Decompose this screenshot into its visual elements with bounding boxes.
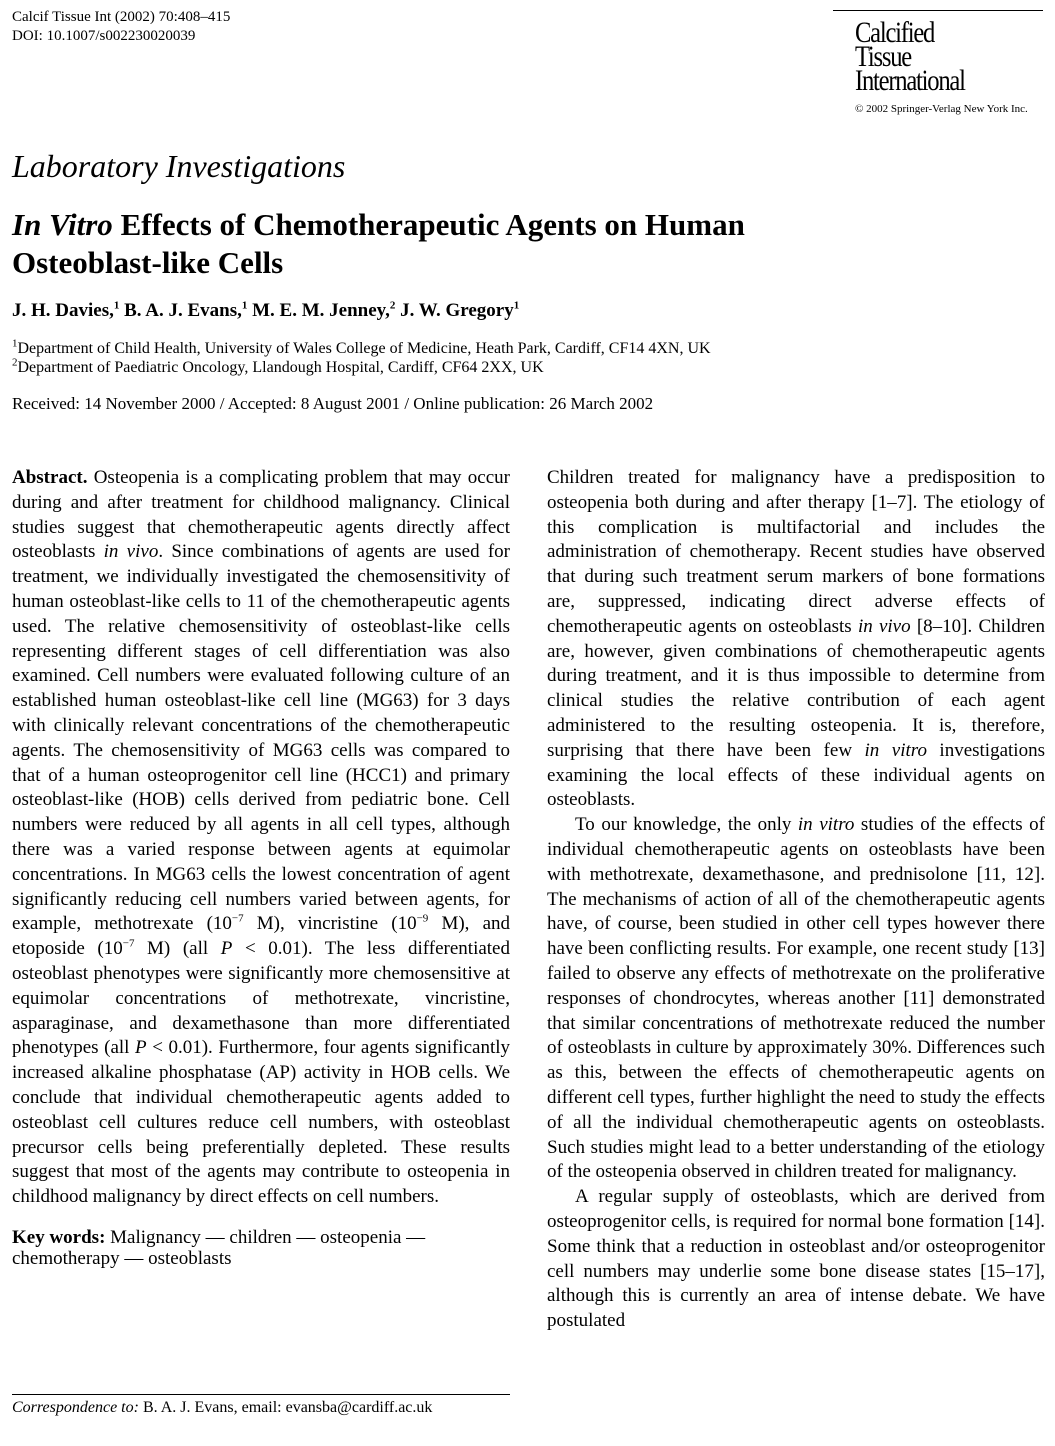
title-italic: In Vitro (12, 207, 113, 242)
article-title (12, 206, 912, 282)
body-paragraph-2: To our knowledge, the only in vitro studies of the effects of individual chemotherapeutic agents on osteoblasts have been with methotrexate, dexamethasone, and prednisolone [11, 12]. The mechanisms of action of all of the chemotherapeutic agents have, of course, been studied in other cell types however there have been conflicting results. For example, one recent study [13] failed to observe any effects of methotrexate on the proliferative responses of chondrocytes, whereas another [11] demonstrated that similar concentrations of methotrexate reduced the number of osteoblasts in culture by approximately 30%. Differences such as this, between the effects of chemotherapeutic agents on different cell types, further highlight the need to study the effects of all the individual chemotherapeutic agents on osteoblasts. Such studies might lead to a better understanding of the etiology of the osteopenia observed in children treated for malignancy. (547, 814, 1045, 1183)
correspondence-label: Correspondence to: (12, 1399, 139, 1416)
keywords-label: Key words: (12, 1226, 106, 1248)
journal-name-line3: International (855, 64, 965, 97)
author-name: J. W. Gregory (400, 300, 514, 321)
journal-name-line1: Calcified (855, 16, 935, 49)
journal-logo (833, 10, 1043, 115)
left-column (12, 466, 510, 1269)
title-rest: Effects of Chemotherapeutic Agents on Human (112, 207, 745, 242)
affiliation: $^2$Department of Paediatric Oncology, Llandough Hospital, Cardiff, CF64 2XX, UK (12, 356, 544, 376)
citation-block (12, 8, 230, 46)
author-name: B. A. J. Evans, (124, 300, 242, 321)
correspondence-footnote: Correspondence to: B. A. J. Evans, email: evansba@cardiff.ac.uk (12, 1394, 510, 1417)
abstract-label: Abstract. (12, 467, 88, 488)
body-paragraph-3: A regular supply of osteoblasts, which are derived from osteoprogenitor cells, is required for normal bone formation [14]. Some think that a reduction in osteoblast and/or osteoprogenitor cell numbers may underlie some bone disease states [15–17], although this is currently an area of intense debate. We have postulated (547, 1186, 1045, 1332)
body-paragraph-1: Children treated for malignancy have a predisposition to osteopenia both during and after therapy [1–7]. The etiology of this complication is multifactorial and includes the administration of chemotherapy. Recent studies have observed that during such treatment serum markers of bone formations are, suppressed, indicating direct adverse effects of chemotherapeutic agents on osteoblasts in vivo [8–10]. Children are, however, given combinations of chemotherapeutic agents during treatment, and it is thus impossible to determine from clinical studies the relative contribution of each agent administered to the resulting osteopenia. It is, therefore, surprising that there have been few in vitro investigations examining the local effects of these individual agents on osteoblasts. (547, 467, 1045, 811)
citation-line: Calcif Tissue Int (2002) 70:408–415 (12, 9, 231, 25)
author-name: J. H. Davies, (12, 300, 114, 321)
author-name: M. E. M. Jenney, (252, 300, 390, 321)
author-affil: 1 (241, 299, 248, 312)
author-affil: 1 (113, 299, 120, 312)
journal-name-line2: Tissue (855, 40, 911, 73)
author-list (12, 300, 519, 322)
section-heading: Laboratory Investigations (12, 148, 346, 184)
affiliations (12, 339, 711, 377)
title-line2: Osteoblast-like Cells (12, 245, 284, 280)
journal-name (855, 16, 1009, 97)
abstract: Abstract. Osteopenia is a complicating problem that may occur during and after treatment for childhood malignancy. Clinical studies suggest that chemotherapeutic agents directly affect osteoblasts in vivo. Since combinations of agents are used for treatment, we individually investigated the chemosensitivity of human osteoblast-like cells to 11 of the chemotherapeutic agents used. The relative chemosensitivity of osteoblast-like cells representing different stages of cell differentiation was also examined. Cell numbers were evaluated following culture of an established human osteoblast-like cell line (MG63) for 3 days with clinically relevant concentrations of the chemotherapeutic agents. The chemosensitivity of MG63 cells was compared to that of a human osteoprogenitor cell line (HCC1) and primary osteoblast-like (HOB) cells derived from pediatric bone. Cell numbers were reduced by all agents in all cell types, although there was a varied response between agents at equimolar concentrations. In MG63 cells the lowest concentration of agent significantly reducing cell numbers varied between agents, for example, methotrexate ($10^{-7}$ M), vincristine ($10^{-9}$ M), and etoposide ($10^{-7}$ M) (all P < 0.01). The less differentiated osteoblast phenotypes were significantly more chemosensitive at equimolar concentrations of methotrexate, vincristine, asparaginase, and dexamethasone than more differentiated phenotypes (all P < 0.01). Furthermore, four agents significantly increased alkaline phosphatase (AP) activity in HOB cells. We conclude that individual chemotherapeutic agents added to osteoblast cell cultures reduce cell numbers, with osteoblast precursor cells being preferentially depleted. These results suggest that most of the agents may contribute to osteopenia in childhood malignancy by direct effects on cell numbers. (12, 467, 510, 1208)
doi-line: DOI: 10.1007/s002230020039 (12, 28, 196, 44)
keywords: Key words: Malignancy — children — osteopenia — chemotherapy — osteoblasts (12, 1226, 426, 1269)
journal-copyright: © 2002 Springer-Verlag New York Inc. (855, 103, 1028, 115)
author-affil: 1 (513, 299, 520, 312)
received-dates: Received: 14 November 2000 / Accepted: 8 August 2001 / Online publication: 26 March 2002 (12, 394, 654, 413)
right-column (547, 466, 1045, 1334)
affiliation: $^1$Department of Child Health, University of Wales College of Medicine, Heath Park, Cardiff, CF14 4XN, UK (12, 337, 711, 357)
author-affil: 2 (389, 299, 396, 312)
